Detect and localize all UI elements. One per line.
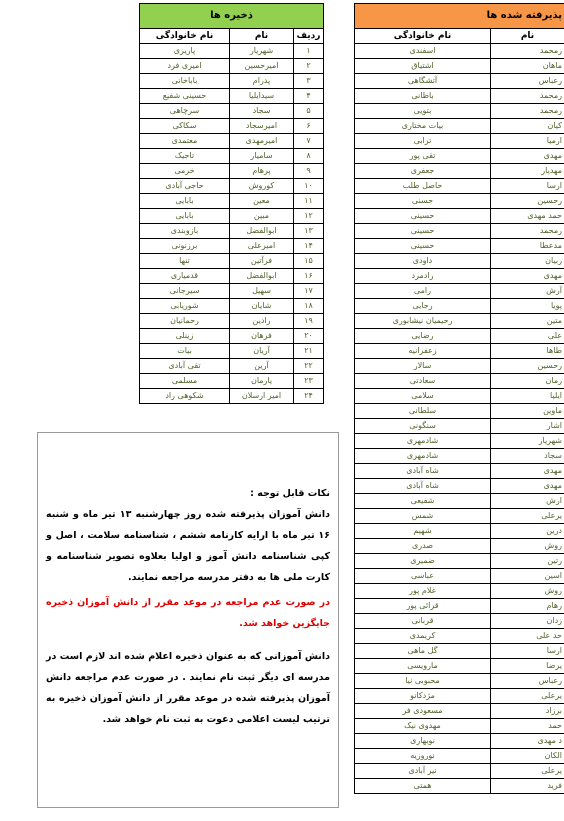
table-row [355, 614, 564, 629]
table-cell: امیری فرد [140, 59, 230, 74]
table-cell: برزاد [491, 704, 564, 719]
table-row [355, 599, 564, 614]
table-cell: معتمدی [140, 134, 230, 149]
table-cell: حسینی شفیع [140, 89, 230, 104]
table-row [140, 164, 324, 179]
col-header-family: نام خانوادگی [140, 29, 230, 44]
table-cell: سرچاهی [140, 104, 230, 119]
table-cell: شفیعی [355, 494, 491, 509]
table-cell: حسینی [355, 209, 491, 224]
table-cell: رتین [491, 554, 564, 569]
table-cell: زینلی [140, 329, 230, 344]
table-cell: یرعلی [491, 764, 564, 779]
table-cell: ۱۲ [294, 209, 324, 224]
notes-warning: در صورت عدم مراجعه در موعد مقرر از دانش آموزان ذخیره جایگزین خواهد شد. [46, 597, 330, 629]
table-cell: رحسین [491, 359, 564, 374]
col-header-name: نام [491, 29, 564, 44]
table-row [355, 419, 564, 434]
table-cell: مهدی [491, 464, 564, 479]
table-row [355, 524, 564, 539]
table-row [140, 239, 324, 254]
table-cell: سالار [355, 359, 491, 374]
table-row [355, 284, 564, 299]
table-cell: ۱۰ [294, 179, 324, 194]
table-cell: اسفندی [355, 44, 491, 59]
table-cell: مهدیار [491, 164, 564, 179]
table-cell: ارسا [491, 644, 564, 659]
table-row [355, 44, 564, 59]
table-cell: مژدکانو [355, 689, 491, 704]
table-row [355, 314, 564, 329]
table-row [140, 284, 324, 299]
table-cell: حد علی [491, 629, 564, 644]
table-cell: ۵ [294, 104, 324, 119]
table-row [355, 719, 564, 734]
table-cell: پرهام [230, 164, 294, 179]
table-row [355, 224, 564, 239]
table-cell: ۲۰ [294, 329, 324, 344]
table-cell: ۱۵ [294, 254, 324, 269]
table-cell: ۹ [294, 164, 324, 179]
table-cell: معین [230, 194, 294, 209]
table-row [355, 569, 564, 584]
table-row [355, 584, 564, 599]
table-row [140, 329, 324, 344]
table-cell: شمس [355, 509, 491, 524]
table-cell: نوروزیه [355, 749, 491, 764]
table-cell: ۶ [294, 119, 324, 134]
table-cell: متین [491, 314, 564, 329]
table-cell: بیات مختاری [355, 119, 491, 134]
table-cell: گل ماهی [355, 644, 491, 659]
table-cell: د مهدی [491, 734, 564, 749]
table-row [355, 374, 564, 389]
table-cell: حمد مهدی [491, 209, 564, 224]
table-row [355, 749, 564, 764]
table-cell: کریمدی [355, 629, 491, 644]
table-row [140, 149, 324, 164]
table-cell: شهریار [230, 44, 294, 59]
table-cell: خرمی [140, 164, 230, 179]
table-row [140, 104, 324, 119]
table-row [355, 434, 564, 449]
table-cell: ماوین [491, 404, 564, 419]
table-cell: داودی [355, 254, 491, 269]
table-cell: پدرام [230, 74, 294, 89]
table-row [355, 164, 564, 179]
table-row [140, 299, 324, 314]
table-cell: زدان [491, 614, 564, 629]
table-row [355, 674, 564, 689]
table-cell: عباسی [355, 569, 491, 584]
table-cell: ۱۴ [294, 239, 324, 254]
table-cell: باباخانی [140, 74, 230, 89]
table-row [355, 209, 564, 224]
table-cell: سجاد [230, 104, 294, 119]
notes-paragraph-3: دانش آموزانی که به عنوان ذخیره اعلام شده اند لازم است در مدرسه ای دیگر ثبت نام نمایند . در صورت عدم مراجعه دانش آموزان پذیرفته شده در موعد مقرر از دانش آموزان ذخیره به ترتیب لیست اعلامی دعوت به ثبت نام خواهد شد. [46, 651, 330, 725]
table-cell: شایان [230, 299, 294, 314]
table-cell: سیدایلیا [230, 89, 294, 104]
table-cell: ایلیا [491, 389, 564, 404]
table-cell: کیان [491, 119, 564, 134]
table-row [355, 779, 564, 794]
table-cell: زعفرانیه [355, 344, 491, 359]
table-cell: رادمرد [355, 269, 491, 284]
table-cell: رامی [355, 284, 491, 299]
table-cell: ۸ [294, 149, 324, 164]
table-cell: ارمیا [491, 134, 564, 149]
table-row [355, 539, 564, 554]
table-cell: مهدی [491, 479, 564, 494]
table-cell: امیرحسین [230, 59, 294, 74]
table-cell: امیر ارسلان [230, 389, 294, 404]
table-row [355, 689, 564, 704]
table-cell: ماهان [491, 59, 564, 74]
table-cell: الکان [491, 749, 564, 764]
table-cell: قربانی [355, 614, 491, 629]
table-cell: بابایی [140, 194, 230, 209]
table-row [355, 554, 564, 569]
table-cell: اسین [491, 569, 564, 584]
table-row [140, 209, 324, 224]
table-cell: اشتیاق [355, 59, 491, 74]
accepted-list-table [354, 3, 564, 794]
table-cell: رحیمیان نیشابوری [355, 314, 491, 329]
table-cell: مهدی [491, 149, 564, 164]
table-cell: روش [491, 584, 564, 599]
table-row [355, 329, 564, 344]
notes-paragraph-1: دانش آموزان پذیرفته شده روز چهارشنبه ۱۳ تیر ماه و شنبه ۱۶ تیر ماه با ارایه کارنامه ششم ، شناسنامه سلامت ، اصل و کپی شناسنامه دانش آموز و اولیا بعلاوه تصویر شناسنامه و کارت ملی ها به دفتر مدرسه مراجعه نمایند. [46, 509, 330, 583]
table-row [355, 704, 564, 719]
table-cell: ۱ [294, 44, 324, 59]
table-row [355, 644, 564, 659]
table-row [140, 134, 324, 149]
table-cell: مبین [230, 209, 294, 224]
notes-box [37, 432, 339, 808]
table-cell: غلام پور [355, 584, 491, 599]
table-cell: ۲ [294, 59, 324, 74]
table-cell: علی [491, 329, 564, 344]
accepted-title: پذیرفته شده ها [355, 4, 564, 29]
table-cell: طاها [491, 344, 564, 359]
table-row [355, 149, 564, 164]
table-row [355, 449, 564, 464]
table-cell: تاجیک [140, 149, 230, 164]
table-cell: درین [491, 524, 564, 539]
table-cell: بابایی [140, 209, 230, 224]
table-cell: ۱۶ [294, 269, 324, 284]
table-row [355, 239, 564, 254]
table-row [355, 89, 564, 104]
table-row [140, 74, 324, 89]
table-cell: بتویی [355, 104, 491, 119]
table-cell: رعباس [491, 674, 564, 689]
table-row [355, 659, 564, 674]
reserve-title: ذخیره ها [140, 4, 324, 29]
table-cell: رضایی [355, 329, 491, 344]
table-cell: شاه آبادی [355, 479, 491, 494]
table-cell: رمحمد [491, 104, 564, 119]
table-cell: ۳ [294, 74, 324, 89]
table-cell: رجایی [355, 299, 491, 314]
table-row [355, 104, 564, 119]
table-cell: تقی پور [355, 149, 491, 164]
col-header-family: نام خانوادگی [355, 29, 491, 44]
table-row [140, 179, 324, 194]
table-row [355, 734, 564, 749]
table-cell: ابوالفضل [230, 224, 294, 239]
table-cell: ۱۳ [294, 224, 324, 239]
table-cell: بیات [140, 344, 230, 359]
table-cell: پاریزی [140, 44, 230, 59]
table-cell: رعباس [491, 74, 564, 89]
table-row [355, 119, 564, 134]
table-cell: سکاکی [140, 119, 230, 134]
table-row [140, 359, 324, 374]
table-row [140, 269, 324, 284]
table-cell: حمد [491, 719, 564, 734]
table-row [355, 194, 564, 209]
table-row [355, 344, 564, 359]
table-cell: ۷ [294, 134, 324, 149]
table-row [355, 479, 564, 494]
table-row [355, 359, 564, 374]
table-cell: سلطانی [355, 404, 491, 419]
table-row [140, 374, 324, 389]
table-cell: رهام [491, 599, 564, 614]
table-cell: مهدی [491, 269, 564, 284]
table-cell: امیرعلی [230, 239, 294, 254]
table-row [140, 254, 324, 269]
table-cell: برزنونی [140, 239, 230, 254]
table-cell: رحسین [491, 194, 564, 209]
table-row [355, 299, 564, 314]
table-cell: ضمیری [355, 554, 491, 569]
table-row [355, 134, 564, 149]
table-row [355, 389, 564, 404]
table-row [355, 179, 564, 194]
table-cell: یرضا [491, 659, 564, 674]
table-row [355, 269, 564, 284]
table-cell: شادمهری [355, 449, 491, 464]
table-cell: ۴ [294, 89, 324, 104]
table-cell: رمحمد [491, 89, 564, 104]
table-cell: حسینی [355, 224, 491, 239]
table-cell: حسنی [355, 194, 491, 209]
table-cell: آرین [230, 359, 294, 374]
table-cell: رمحمد [491, 44, 564, 59]
table-cell: همتی [355, 779, 491, 794]
table-cell: مسلمی [140, 374, 230, 389]
table-cell: ۲۴ [294, 389, 324, 404]
table-cell: نیر آبادی [355, 764, 491, 779]
table-cell: ابوالفضل [230, 269, 294, 284]
table-row [140, 224, 324, 239]
table-row [140, 44, 324, 59]
table-cell: ۲۳ [294, 374, 324, 389]
table-cell: محبوبی نیا [355, 674, 491, 689]
col-header-name: نام [230, 29, 294, 44]
table-cell: نوبهاری [355, 734, 491, 749]
table-row [140, 389, 324, 404]
table-cell: جعفری [355, 164, 491, 179]
table-cell: ۱۱ [294, 194, 324, 209]
table-row [140, 344, 324, 359]
table-cell: فرآتین [230, 254, 294, 269]
table-cell: کوروش [230, 179, 294, 194]
table-cell: رحمانیان [140, 314, 230, 329]
notes-heading: نکات قابل توجه : [250, 488, 330, 499]
table-row [355, 764, 564, 779]
table-cell: تنها [140, 254, 230, 269]
table-cell: رمحمد [491, 224, 564, 239]
table-cell: شادمهری [355, 434, 491, 449]
table-cell: حاصل طلب [355, 179, 491, 194]
table-cell: رادین [230, 314, 294, 329]
table-cell: ترابی [355, 134, 491, 149]
table-cell: قدمیاری [140, 269, 230, 284]
table-cell: مدعطا [491, 239, 564, 254]
table-cell: روش [491, 539, 564, 554]
table-cell: شهیم [355, 524, 491, 539]
table-cell: پویا [491, 299, 564, 314]
table-row [355, 464, 564, 479]
table-cell: سلامی [355, 389, 491, 404]
table-row [140, 314, 324, 329]
table-cell: فرید [491, 779, 564, 794]
table-cell: ارش [491, 494, 564, 509]
table-row [355, 254, 564, 269]
table-cell: شوریابی [140, 299, 230, 314]
table-cell: مارویسی [355, 659, 491, 674]
table-cell: امیرسجاد [230, 119, 294, 134]
table-cell: حاجی آبادی [140, 179, 230, 194]
table-row [355, 629, 564, 644]
col-header-row: ردیف [294, 29, 324, 44]
table-cell: سهیل [230, 284, 294, 299]
table-cell: تقی آبادی [140, 359, 230, 374]
table-cell: آرش [491, 284, 564, 299]
table-row [355, 404, 564, 419]
table-cell: یارمان [230, 374, 294, 389]
table-cell: ربیان [491, 254, 564, 269]
table-row [355, 59, 564, 74]
table-cell: ۱۹ [294, 314, 324, 329]
table-cell: شاه آبادی [355, 464, 491, 479]
table-row [140, 119, 324, 134]
table-cell: بازوبندی [140, 224, 230, 239]
table-cell: فرهان [230, 329, 294, 344]
table-cell: یرعلی [491, 689, 564, 704]
table-cell: قرائی پور [355, 599, 491, 614]
table-cell: آریان [230, 344, 294, 359]
table-row [355, 74, 564, 89]
table-cell: سنگونی [355, 419, 491, 434]
table-cell: سجاد [491, 449, 564, 464]
table-row [140, 89, 324, 104]
table-cell: باطانی [355, 89, 491, 104]
table-cell: سامیار [230, 149, 294, 164]
table-cell: یرعلی [491, 509, 564, 524]
table-cell: مسعودی فر [355, 704, 491, 719]
table-cell: سیرجانی [140, 284, 230, 299]
table-cell: مهدوی نیک [355, 719, 491, 734]
table-cell: ۲۲ [294, 359, 324, 374]
table-cell: ۱۸ [294, 299, 324, 314]
table-cell: سعادتی [355, 374, 491, 389]
table-row [140, 194, 324, 209]
table-cell: صدری [355, 539, 491, 554]
table-cell: امیرمهدی [230, 134, 294, 149]
table-row [140, 59, 324, 74]
table-cell: شهریار [491, 434, 564, 449]
table-cell: ارسا [491, 179, 564, 194]
table-cell: اشار [491, 419, 564, 434]
reserve-list-table [139, 3, 324, 404]
table-cell: آتشگاهی [355, 74, 491, 89]
table-cell: حسینی [355, 239, 491, 254]
table-row [355, 509, 564, 524]
table-cell: رمان [491, 374, 564, 389]
table-cell: ۲۱ [294, 344, 324, 359]
table-cell: ۱۷ [294, 284, 324, 299]
table-row [355, 494, 564, 509]
table-cell: شکوهی راد [140, 389, 230, 404]
